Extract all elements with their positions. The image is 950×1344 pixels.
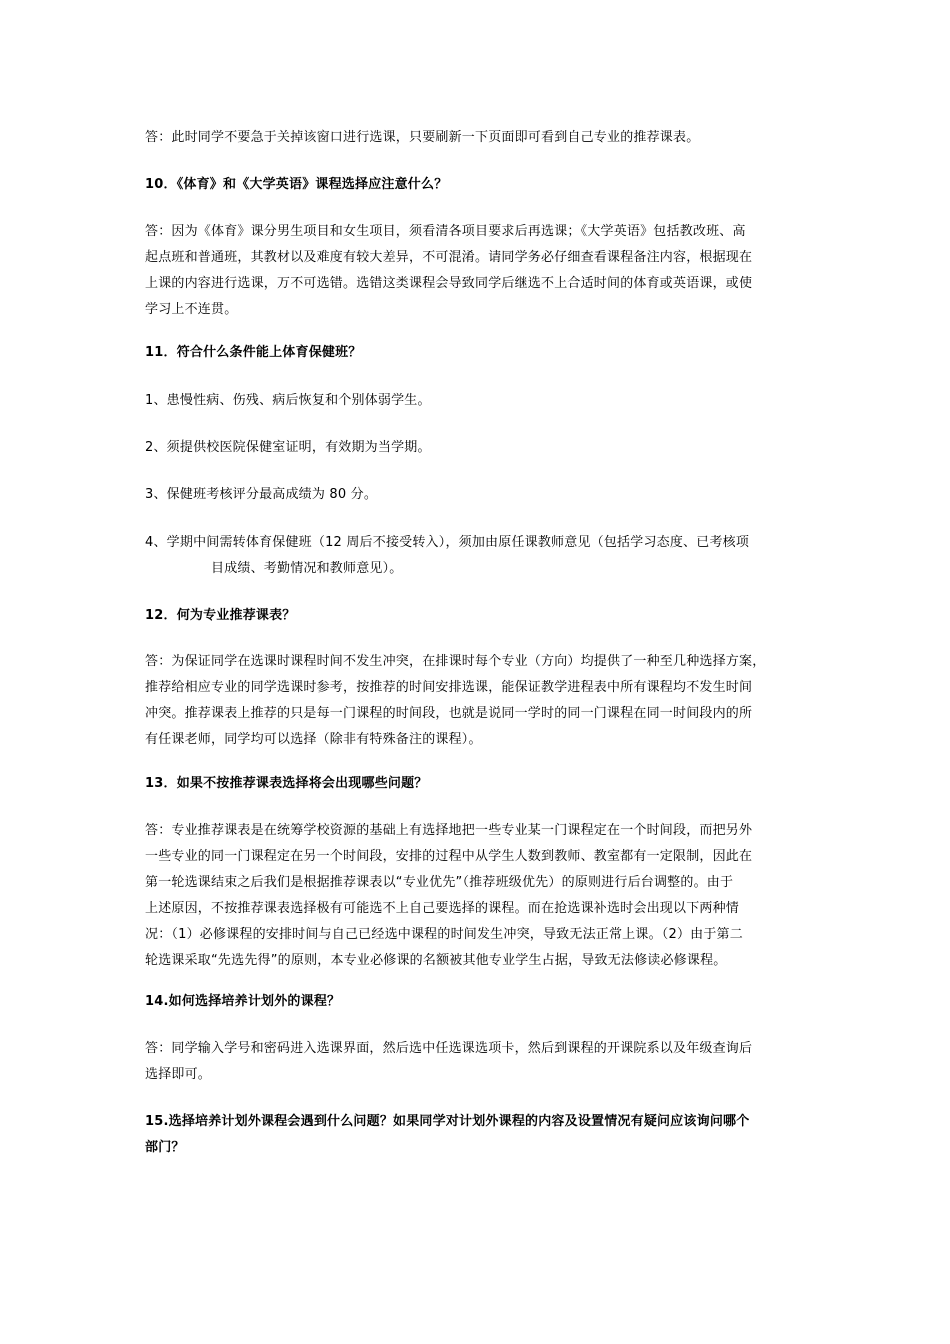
list-item-4-line-2: 目成绩、考勤情况和教师意见）。 bbox=[211, 561, 403, 576]
question-15-line-1: 15.选择培养计划外课程会遇到什么问题？如果同学对计划外课程的内容及设置情况有疑问应该询问哪个 bbox=[145, 1114, 750, 1129]
question-14 bbox=[145, 989, 810, 1015]
answer-14-line-2: 选择即可。 bbox=[145, 1067, 212, 1082]
list-item-3-line-1: 3、保健班考核评分最高成绩为 80 分。 bbox=[145, 487, 378, 502]
list-item-4-line-1: 4、学期中间需转体育保健班（12 周后不接受转入），须加由原任课教师意见（包括学习态度、已考核项 bbox=[145, 535, 750, 550]
answer-13 bbox=[145, 818, 810, 974]
answer-13-line-5: 况：（1）必修课程的安排时间与自己已经选中课程的时间发生冲突，导致无法正常上课。（2）由于第二 bbox=[145, 927, 743, 942]
answer-12-line-3: 冲突。推荐课表上推荐的只是每一门课程的时间段，也就是说同一学时的同一门课程在同一时间段内的所 bbox=[145, 706, 753, 721]
question-11 bbox=[145, 340, 810, 366]
question-12 bbox=[145, 603, 810, 629]
answer-12 bbox=[145, 649, 810, 753]
answer-10-line-1: 答：因为《体育》课分男生项目和女生项目，须看清各项目要求后再选课；《大学英语》包括教改班、高 bbox=[145, 224, 746, 239]
answer-14 bbox=[145, 1036, 810, 1088]
answer-9-line-1: 答：此时同学不要急于关掉该窗口进行选课，只要刷新一下页面即可看到自己专业的推荐课表。 bbox=[145, 130, 700, 145]
question-11-line-1: 11．符合什么条件能上体育保健班？ bbox=[145, 345, 362, 360]
question-13-line-1: 13．如果不按推荐课表选择将会出现哪些问题？ bbox=[145, 776, 428, 791]
answer-10 bbox=[145, 219, 810, 323]
question-15-line-2: 部门？ bbox=[145, 1140, 185, 1155]
list-item-1 bbox=[145, 388, 810, 414]
question-12-line-1: 12．何为专业推荐课表？ bbox=[145, 608, 296, 623]
answer-10-line-3: 上课的内容进行选课，万不可选错。选错这类课程会导致同学后继选不上合适时间的体育或英语课，或使 bbox=[145, 276, 753, 291]
list-item-2 bbox=[145, 435, 810, 461]
list-item-3 bbox=[145, 482, 810, 508]
answer-13-line-6: 轮选课采取“先选先得”的原则，本专业必修课的名额被其他专业学生占据，导致无法修读必修课程。 bbox=[145, 953, 727, 968]
answer-10-line-2: 起点班和普通班，其教材以及难度有较大差异，不可混淆。请同学务必仔细查看课程备注内容，根据现在 bbox=[145, 250, 753, 265]
answer-13-line-3: 第一轮选课结束之后我们是根据推荐课表以“专业优先”（推荐班级优先）的原则进行后台调整的。由于 bbox=[145, 875, 734, 890]
question-14-line-1: 14.如何选择培养计划外的课程？ bbox=[145, 994, 341, 1009]
answer-13-line-1: 答：专业推荐课表是在统筹学校资源的基础上有选择地把一些专业某一门课程定在一个时间段，而把另外 bbox=[145, 823, 753, 838]
question-13 bbox=[145, 771, 810, 797]
answer-14-line-1: 答：同学输入学号和密码进入选课界面，然后选中任选课选项卡，然后到课程的开课院系以及年级查询后 bbox=[145, 1041, 753, 1056]
list-item-2-line-1: 2、须提供校医院保健室证明，有效期为当学期。 bbox=[145, 440, 431, 455]
question-10 bbox=[145, 172, 810, 198]
question-15 bbox=[145, 1109, 810, 1161]
answer-12-line-4: 有任课老师，同学均可以选择（除非有特殊备注的课程）。 bbox=[145, 732, 482, 747]
answer-13-line-2: 一些专业的同一门课程定在另一个时间段，安排的过程中从学生人数到教师、教室都有一定限制，因此在 bbox=[145, 849, 753, 864]
question-10-line-1: 10．《体育》和《大学英语》课程选择应注意什么？ bbox=[145, 177, 448, 192]
list-item-1-line-1: 1、患慢性病、伤残、病后恢复和个别体弱学生。 bbox=[145, 393, 431, 408]
answer-9 bbox=[145, 125, 810, 151]
answer-12-line-2: 推荐给相应专业的同学选课时参考，按推荐的时间安排选课，能保证教学进程表中所有课程均不发生时间 bbox=[145, 680, 753, 695]
answer-10-line-4: 学习上不连贯。 bbox=[145, 302, 238, 317]
answer-13-line-4: 上述原因，不按推荐课表选择极有可能选不上自己要选择的课程。而在抢选课补选时会出现以下两种情 bbox=[145, 901, 740, 916]
answer-12-line-1: 答：为保证同学在选课时课程时间不发生冲突，在排课时每个专业（方向）均提供了一种至几种选择方案， bbox=[145, 654, 766, 669]
list-item-4 bbox=[145, 530, 810, 582]
